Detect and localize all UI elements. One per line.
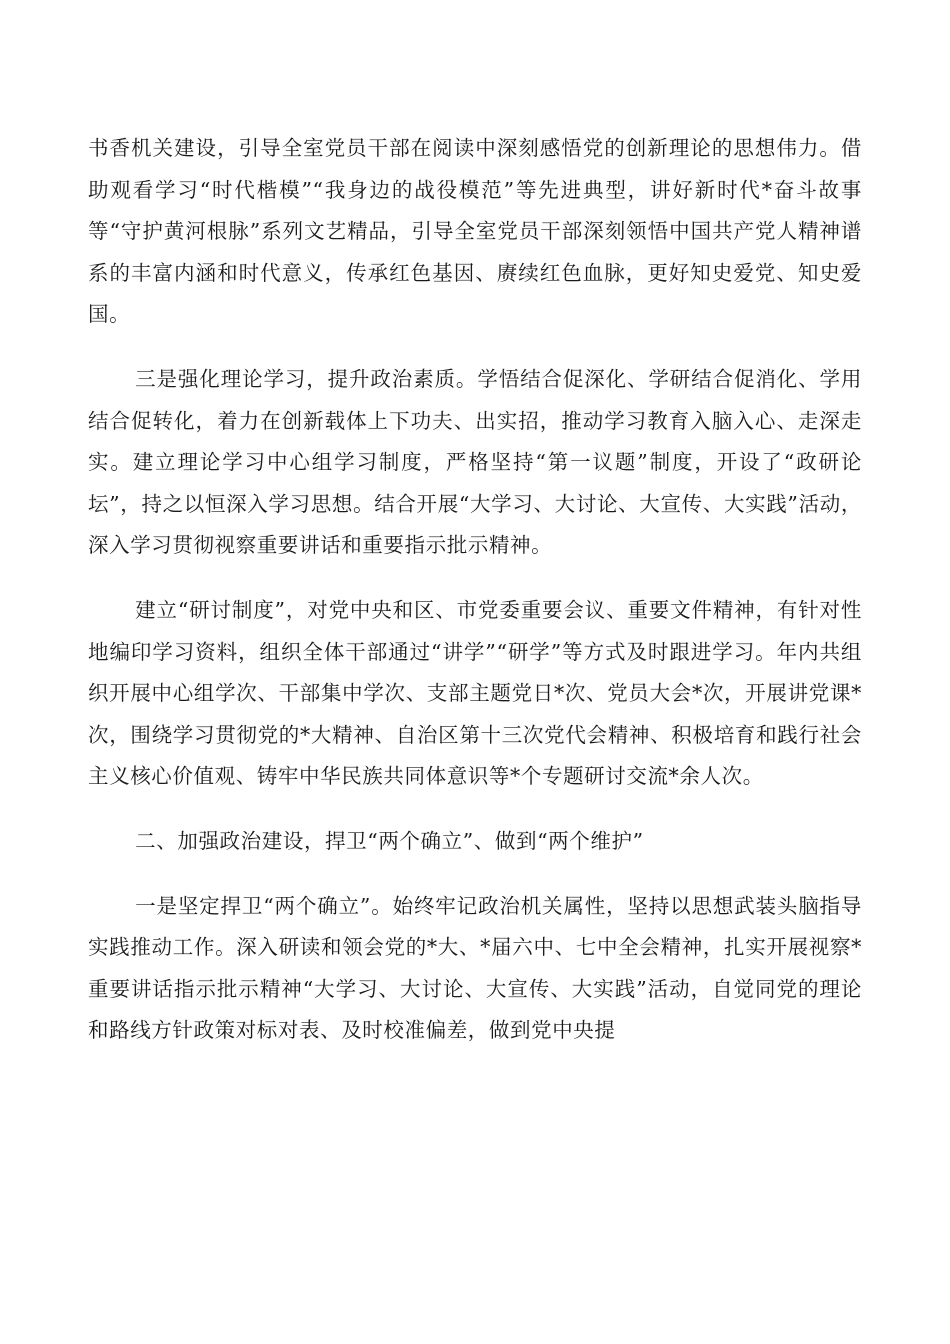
section-heading-political-construction: 二、加强政治建设，捍卫“两个确立”、做到“两个维护” [135,828,644,853]
paragraph-two-establishments: 一是坚定捍卫“两个确立”。始终牢记政治机关属性，坚持以思想武装头脑指导实践推动工作。深入研读和领会党的*大、*届六中、七中全会精神，扎实开展视察*重要讲话指示批示精神“大学习、大讨论、大宣传、大实践”活动，自觉同党的理论和路线方针政策对标对表、及时校准偏差，做到党中央提 [88,893,862,1043]
paragraph-reading-construction: 书香机关建设，引导全室党员干部在阅读中深刻感悟党的创新理论的思想伟力。借助观看学习“时代楷模”“我身边的战役模范”等先进典型，讲好新时代*奋斗故事等“守护黄河根脉”系列文艺精品，引导全室党员干部深刻领悟中国共产党人精神谱系的丰富内涵和时代意义，传承红色基因、赓续红色血脉，更好知史爱党、知史爱国。 [88,136,862,327]
paragraph-theory-study: 三是强化理论学习，提升政治素质。学悟结合促深化、学研结合促消化、学用结合促转化，着力在创新载体上下功夫、出实招，推动学习教育入脑入心、走深走实。建立理论学习中心组学习制度，严格坚持“第一议题”制度，开设了“政研论坛”，持之以恒深入学习思想。结合开展“大学习、大讨论、大宣传、大实践”活动，深入学习贯彻视察重要讲话和重要指示批示精神。 [88,366,862,558]
document-body [88,128,862,1075]
paragraph-seminar-system: 建立“研讨制度”，对党中央和区、市党委重要会议、重要文件精神，有针对性地编印学习资料，组织全体干部通过“讲学”“研学”等方式及时跟进学习。年内共组织开展中心组学次、干部集中学次、支部主题党日*次、党员大会*次，开展讲党课*次，围绕学习贯彻党的*大精神、自治区第十三次党代会精神、积极培育和践行社会主义核心价值观、铸牢中华民族共同体意识等*个专题研讨交流*余人次。 [88,597,862,789]
